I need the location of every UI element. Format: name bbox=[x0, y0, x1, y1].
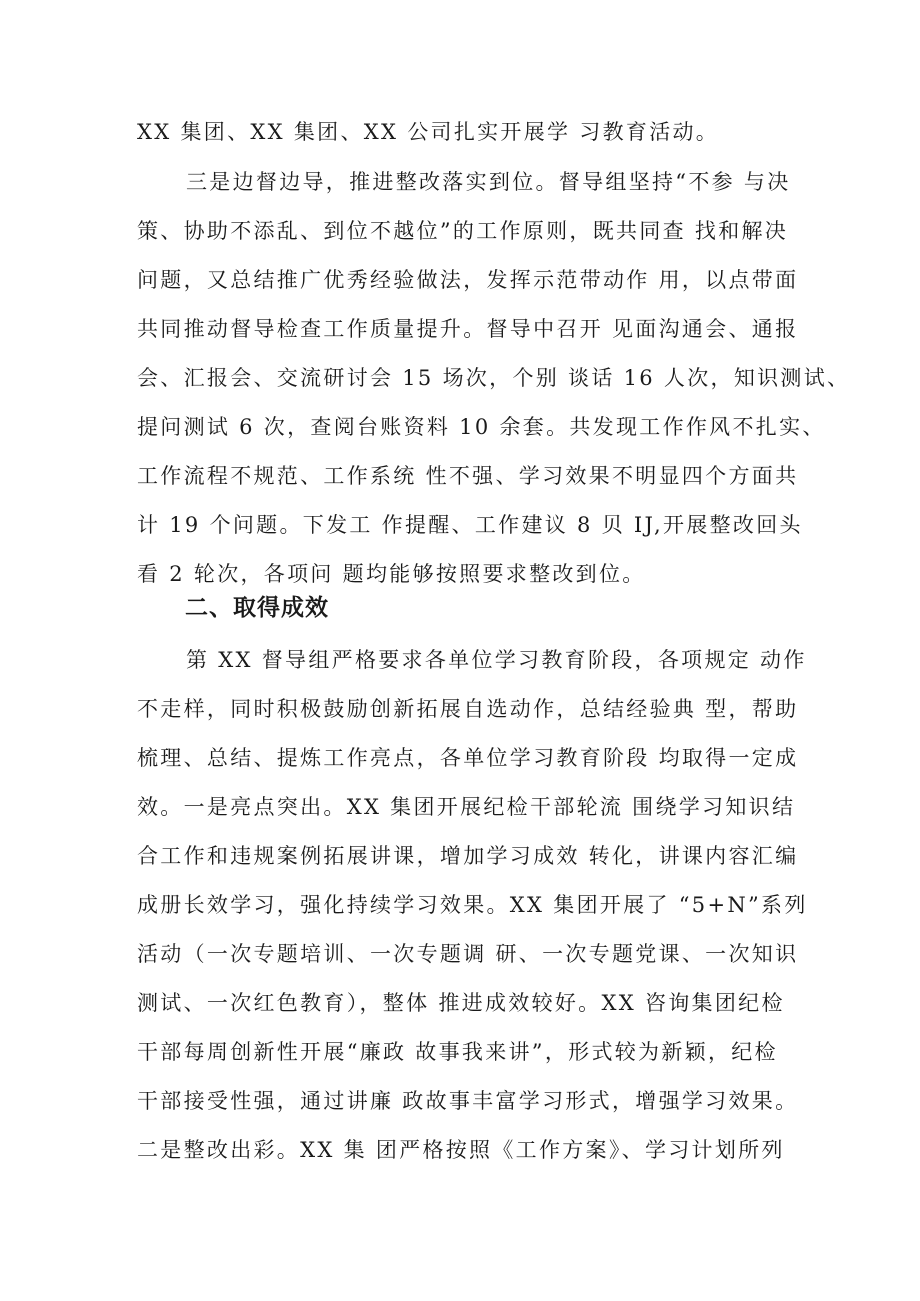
text-line: 效。一是亮点突出。XX 集团开展纪检干部轮流 围绕学习知识结 bbox=[137, 795, 796, 819]
text-line: 活动（一次专题培训、一次专题调 研、一次专题党课、一次知识 bbox=[137, 942, 799, 966]
text-line: 计 19 个问题。下发工 作提醒、工作建议 8 贝 IJ,开展整改回头 bbox=[137, 513, 803, 537]
text-line: 成册长效学习，强化持续学习效果。XX 集团开展了 “5+N”系列 bbox=[137, 893, 808, 917]
text-line: 提问测试 6 次，查阅台账资料 10 余套。共发现工作作风不扎实、 bbox=[137, 415, 826, 439]
text-line: 策、协助不添乱、到位不越位”的工作原则，既共同查 找和解决 bbox=[137, 219, 789, 243]
text-line: 测试、一次红色教育），整体 推进成效较好。XX 咨询集团纪检 bbox=[137, 991, 785, 1015]
text-line: 第 XX 督导组严格要求各单位学习教育阶段，各项规定 动作 bbox=[186, 648, 807, 672]
text-line: 干部接受性强，通过讲廉 政故事丰富学习形式，增强学习效果。 bbox=[137, 1089, 799, 1113]
text-line: 梳理、总结、提炼工作亮点，各单位学习教育阶段 均取得一定成 bbox=[137, 746, 799, 770]
text-line: 二是整改出彩。XX 集 团严格按照《工作方案》、学习计划所列 bbox=[137, 1138, 785, 1162]
text-line: 工作流程不规范、工作系统 性不强、学习效果不明显四个方面共 bbox=[137, 464, 799, 488]
text-line: 问题，又总结推广优秀经验做法，发挥示范带动作 用，以点带面 bbox=[137, 268, 799, 292]
section-heading: 二、取得成效 bbox=[185, 595, 329, 621]
text-line: 干部每周创新性开展“廉政 故事我来讲”，形式较为新颖，纪检 bbox=[137, 1040, 778, 1064]
text-line: 合工作和违规案例拓展讲课，增加学习成效 转化，讲课内容汇编 bbox=[137, 844, 799, 868]
text-line: XX 集团、XX 集团、XX 公司扎实开展学 习教育活动。 bbox=[137, 120, 720, 144]
text-line: 看 2 轮次，各项问 题均能够按照要求整改到位。 bbox=[137, 562, 646, 586]
text-line: 不走样，同时积极鼓励创新拓展自选动作，总结经验典 型，帮助 bbox=[137, 697, 799, 721]
text-line: 三是边督边导，推进整改落实到位。督导组坚持“不参 与决 bbox=[186, 170, 791, 194]
text-line: 共同推动督导检查工作质量提升。督导中召开 见面沟通会、通报 bbox=[137, 317, 799, 341]
text-line: 会、汇报会、交流研讨会 15 场次，个别 谈话 16 人次，知识测试、 bbox=[137, 366, 851, 390]
